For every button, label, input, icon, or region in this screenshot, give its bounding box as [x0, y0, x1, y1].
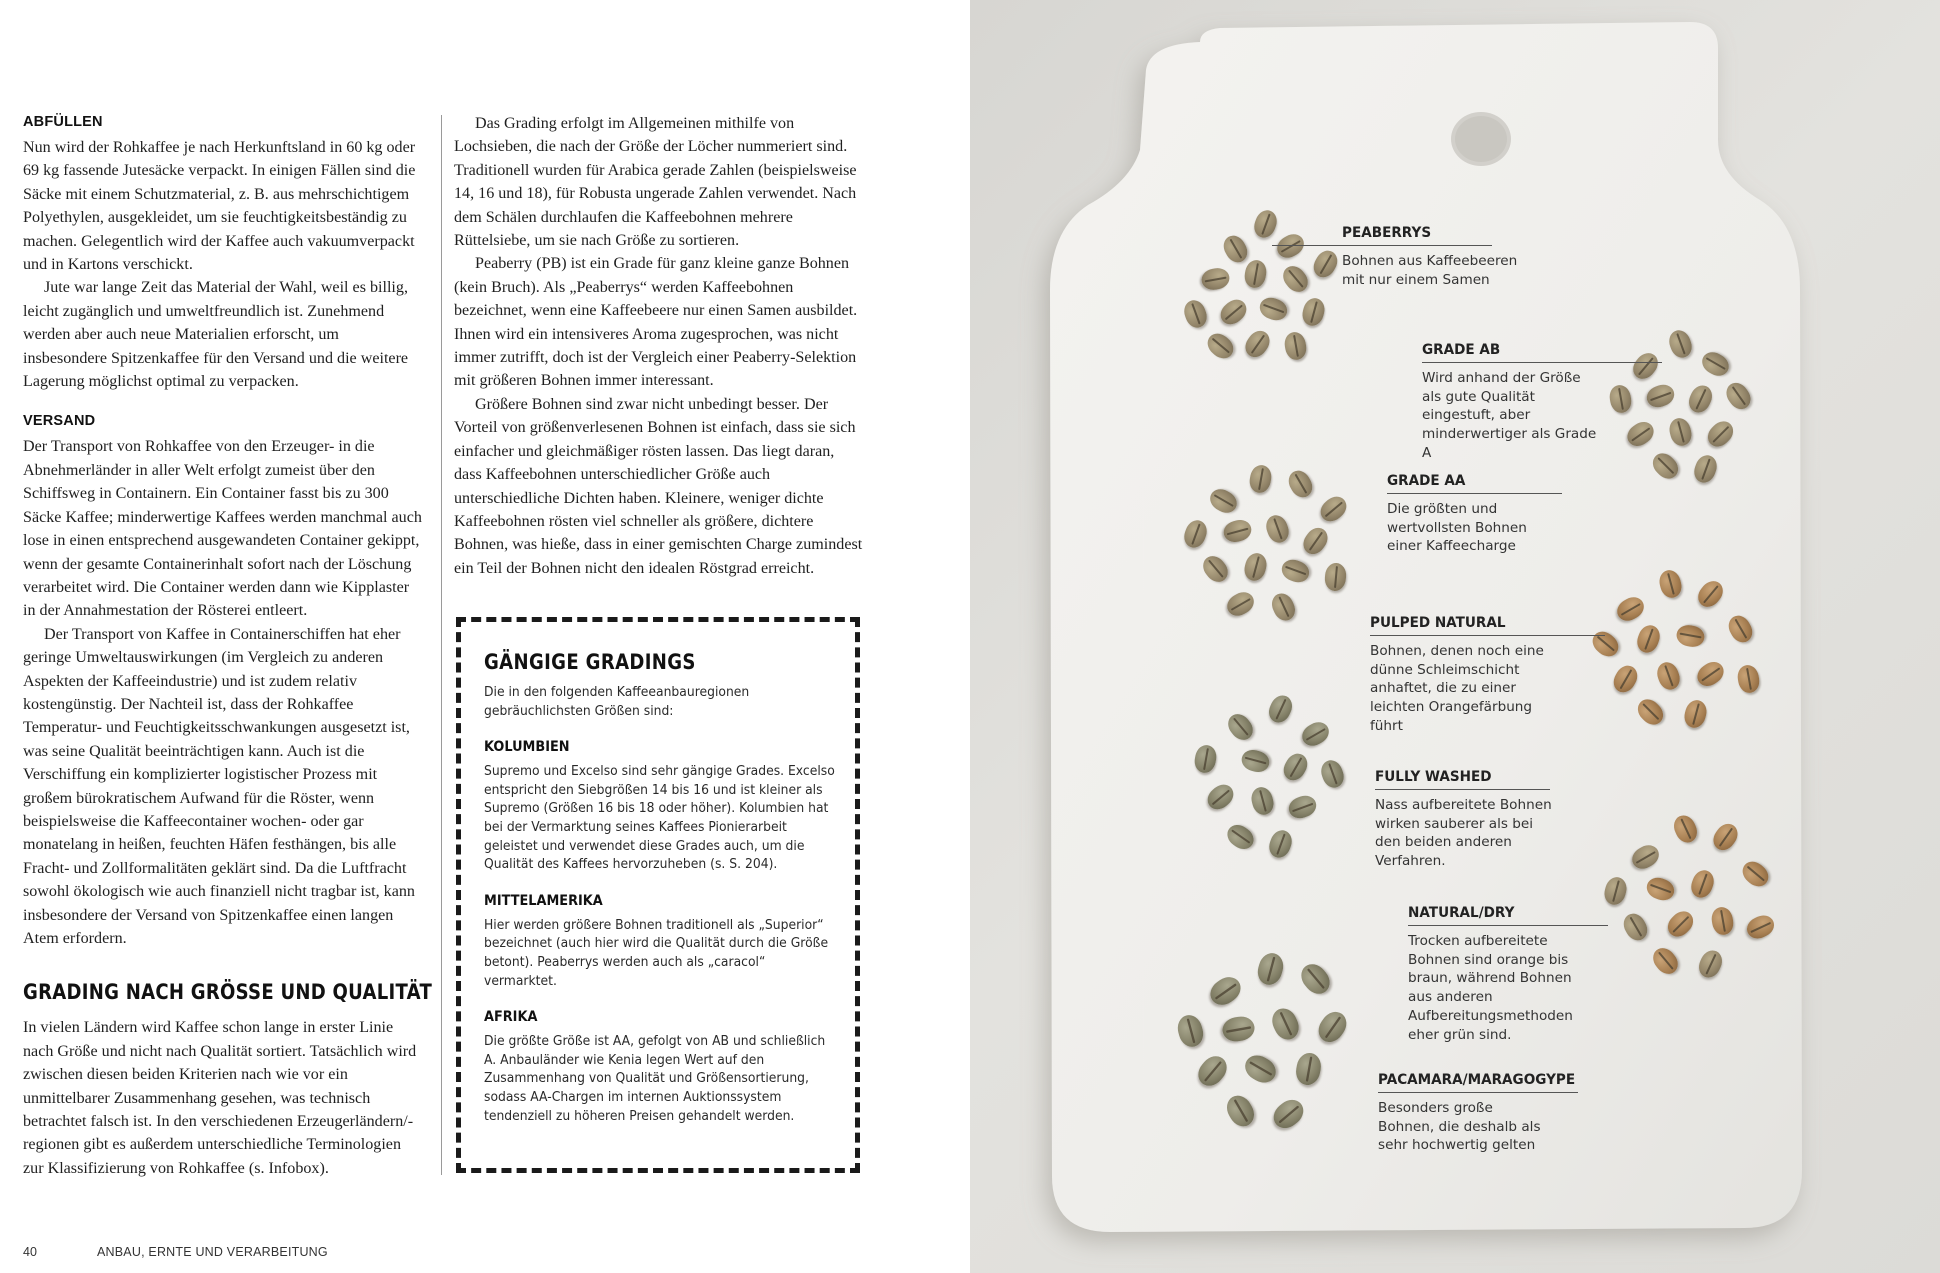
label-peaberrys-title: PEABERRYS: [1342, 224, 1432, 241]
label-fully-washed-rule: [1375, 789, 1550, 790]
infobox-text-afrika: Die größte Größe ist AA, gefolgt von AB und schließlich A. Anbauländer wie Kenia legen Wert auf den Zusammenhang von Qualität und Größensortierung, sodass AA-Chargen im internen Auktionssystem tendenziell zu höheren Preisen gehandelt werden.: [484, 1034, 826, 1124]
bean-cluster-natural-dry: [1600, 815, 1775, 995]
peaberry-paragraph: Peaberry (PB) ist ein Grade für ganz kleine ganze Bohnen (kein Bruch). Als „Peaberrys“ werden Kaffeebohnen bezeichnet, wenn eine Kaffeebeere nur einen Samen ausbildet. Ihnen wird ein intensiveres Aroma zugesprochen, was nicht immer zutrifft, doch ist der Vergleich einer Peaberry-Selektion mit größeren Bohnen immer interessant.: [454, 255, 858, 390]
label-pulped-natural-desc: Bohnen, denen noch eine dünne Schleimschicht anhaftet, die zu einer leichten Orangefärbung führt: [1370, 643, 1544, 734]
label-peaberrys: [1272, 224, 1518, 289]
label-fully-washed-desc: Nass aufbereitete Bohnen wirken sauberer als bei den beiden anderen Verfahren.: [1375, 797, 1552, 870]
left-column: [23, 112, 433, 1180]
label-grade-aa: [1387, 472, 1562, 556]
label-pulped-natural-title: PULPED NATURAL: [1370, 614, 1506, 631]
coffee-bean-photo: [970, 0, 1940, 1273]
label-pacamara: [1378, 1071, 1578, 1155]
label-fully-washed-title: FULLY WASHED: [1375, 768, 1492, 785]
label-grade-ab-title: GRADE AB: [1422, 341, 1501, 358]
label-grade-aa-rule: [1387, 493, 1562, 494]
label-pulped-natural-rule: [1370, 635, 1605, 636]
abfuellen-paragraph-1: Nun wird der Rohkaffee je nach Herkunftsland in 60 kg oder 69 kg fassende Jutesäcke verpackt. In einigen Fällen sind die Säcke mit einem Schutzmaterial, z. B. aus mehrschichtigem Polyethylen, ausgekleidet, um sie feuchtigkeitsbeständig zu machen. Gelegentlich wird der Kaffee auch vakuumverpackt und in Kartons verschickt.: [23, 139, 416, 274]
label-grade-ab-desc: Wird anhand der Größe als gute Qualität eingestuft, aber minderwertiger als Grade A: [1422, 370, 1597, 461]
versand-paragraph-1: Der Transport von Rohkaffee von den Erzeuger- in die Abnehmerländer in aller Welt erfolgt zumeist über den Schiffsweg in Containern. Ein Container fasst bis zu 300 Säcke Kaffee; minderwertige Kaffees werden manchmal auch lose in einen entsprechend ausgewandeten Container gekippt, wenn der gesamte Containerinhalt sofort nach der Löschung verarbeitet wird. Die Container werden dann wie Kipplaster in der Annahmestation der Rösterei entleert.: [23, 438, 422, 620]
bean-size-paragraph: Größere Bohnen sind zwar nicht unbedingt besser. Der Vorteil von größenverlesenen Bohnen ist einfach, dass sie sich einfacher und gleichmäßiger rösten lassen. Das liegt daran, dass Kaffeebohnen unterschiedlicher Größe auch unterschiedliche Dichten haben. Kleinere, weniger dichte Kaffeebohnen rösten viel schneller als größere, dichtere Bohnen, was hieße, dass in einer gemischten Charge zumindest ein Teil der Bohnen nicht den idealen Röstgrad erreicht.: [454, 395, 863, 577]
infobox-heading-afrika: AFRIKA: [484, 1009, 538, 1026]
label-natural-dry-rule: [1408, 925, 1608, 926]
chapter-title: ANBAU, ERNTE UND VERARBEITUNG: [97, 1245, 328, 1259]
label-grade-aa-desc: Die größten und wertvollsten Bohnen einer Kaffeecharge: [1387, 501, 1527, 555]
bean-cluster-pulped-natural: [1590, 570, 1765, 740]
abfuellen-heading: ABFÜLLEN: [23, 114, 103, 130]
label-grade-ab-rule: [1422, 362, 1662, 363]
infobox-heading-kolumbien: KOLUMBIEN: [484, 739, 570, 756]
versand-heading: VERSAND: [23, 413, 96, 430]
label-natural-dry-title: NATURAL/DRY: [1408, 904, 1515, 921]
label-peaberrys-desc: Bohnen aus Kaffeebeeren mit nur einem Samen: [1342, 253, 1518, 288]
infobox-title: GÄNGIGE GRADINGS: [484, 650, 696, 674]
grading-heading: GRADING NACH GRÖSSE UND QUALITÄT: [23, 980, 433, 1005]
infobox-text-mittelamerika: Hier werden größere Bohnen traditionell als „Superior“ bezeichnet (auch hier wird die Qualität durch die Größe betont). Peaberrys werden auch als „caracol“ vermarktet.: [484, 917, 829, 989]
column-divider: [441, 115, 442, 1175]
infobox-heading-mittelamerika: MITTELAMERIKA: [484, 892, 603, 909]
label-pacamara-rule: [1378, 1092, 1578, 1093]
label-natural-dry-desc: Trocken aufbereitete Bohnen sind orange bis braun, während Bohnen aus anderen Aufbereitungsmethoden eher grün sind.: [1408, 933, 1573, 1043]
label-natural-dry: [1408, 904, 1608, 1044]
label-pulped-natural: [1370, 614, 1605, 736]
page-number: 40: [23, 1245, 37, 1259]
bean-cluster-fully-washed: [1190, 695, 1350, 875]
bean-cluster-grade-aa: [1185, 465, 1355, 630]
label-grade-ab: [1422, 341, 1662, 463]
label-pacamara-title: PACAMARA/MARAGOGYPE: [1378, 1071, 1576, 1088]
label-pacamara-desc: Besonders große Bohnen, die deshalb als sehr hochwertig gelten: [1378, 1100, 1541, 1154]
grading-paragraph-2: Das Grading erfolgt im Allgemeinen mithilfe von Lochsieben, die nach der Größe der Löcher nummeriert sind. Traditionell wurden für Arabica gerade Zahlen (beispielsweise 14, 16 und 18), für Robusta ungerade Zahlen verwendet. Nach dem Schälen durchlaufen die Kaffeebohnen mehrere Rüttelsiebe, um sie nach Größe zu sortieren.: [454, 115, 857, 250]
infobox-gradings: [456, 617, 860, 1173]
label-peaberrys-rule: [1272, 245, 1492, 246]
versand-paragraph-2: Der Transport von Kaffee in Containerschiffen hat eher geringe Umweltauswirkungen (im Vergleich zu anderen Aspekten der Kaffeeindustrie) und ist zudem relativ kostengünstig. Der Nachteil ist, dass der Rohkaffee Temperatur- und Feuchtigkeitsschwankungen ausgesetzt ist, was seine Qualität beeinträchtigen kann. Auch ist die Verschiffung ein komplizierter logistischer Prozess mit großem bürokratischem Aufwand für die Röster, wenn beispielsweise die Kaffeecontainer wochen- oder gar monatelang in heißen, feuchten Häfen festhängen, bis alle Fracht- und Zollformalitäten geklärt sind. Da die Luftfracht sowohl ökologisch wie auch finanziell nicht tragbar ist, kann insbesondere der Versand von Spitzenkaffee einen langen Atem erfordern.: [23, 625, 415, 947]
grading-paragraph-1: In vielen Ländern wird Kaffee schon lange in erster Linie nach Größe und nicht nach Qualität sortiert. Tatsächlich wird zwischen diesen beiden Kriterien nach wie vor ein unmittelbarer Zusammenhang gesehen, was technisch betrachtet falsch ist. In den verschiedenen Erzeugerländern/-regionen gibt es außerdem unterschiedliche Terminologien zur Klassifizierung von Rohkaffee (s. Infobox).: [23, 1019, 417, 1177]
right-column: [454, 112, 866, 580]
abfuellen-paragraph-2: Jute war lange Zeit das Material der Wahl, weil es billig, leicht zugänglich und umweltfreundlich ist. Zunehmend werden aber auch neue Materialien erforscht, um insbesondere Spitzenkaffee für den Versand und die weitere Lagerung möglichst optimal zu verpacken.: [23, 279, 409, 391]
bean-cluster-pacamara: [1180, 955, 1365, 1145]
label-grade-aa-title: GRADE AA: [1387, 472, 1466, 489]
infobox-text-kolumbien: Supremo und Excelso sind sehr gängige Grades. Excelso entspricht den Siebgrößen 14 bis 16 und ist kleiner als Supremo (Größen 16 bis 18 oder höher). Kolumbien hat bei der Vermarktung seines Kaffees Pionierarbeit geleistet und verwendet diese Grades auch, um die Qualität des Kaffees hervorzuheben (s. S. 204).: [484, 764, 835, 873]
infobox-intro: Die in den folgenden Kaffeeanbauregionen gebräuchlichsten Größen sind:: [484, 685, 750, 719]
label-fully-washed: [1375, 768, 1550, 871]
